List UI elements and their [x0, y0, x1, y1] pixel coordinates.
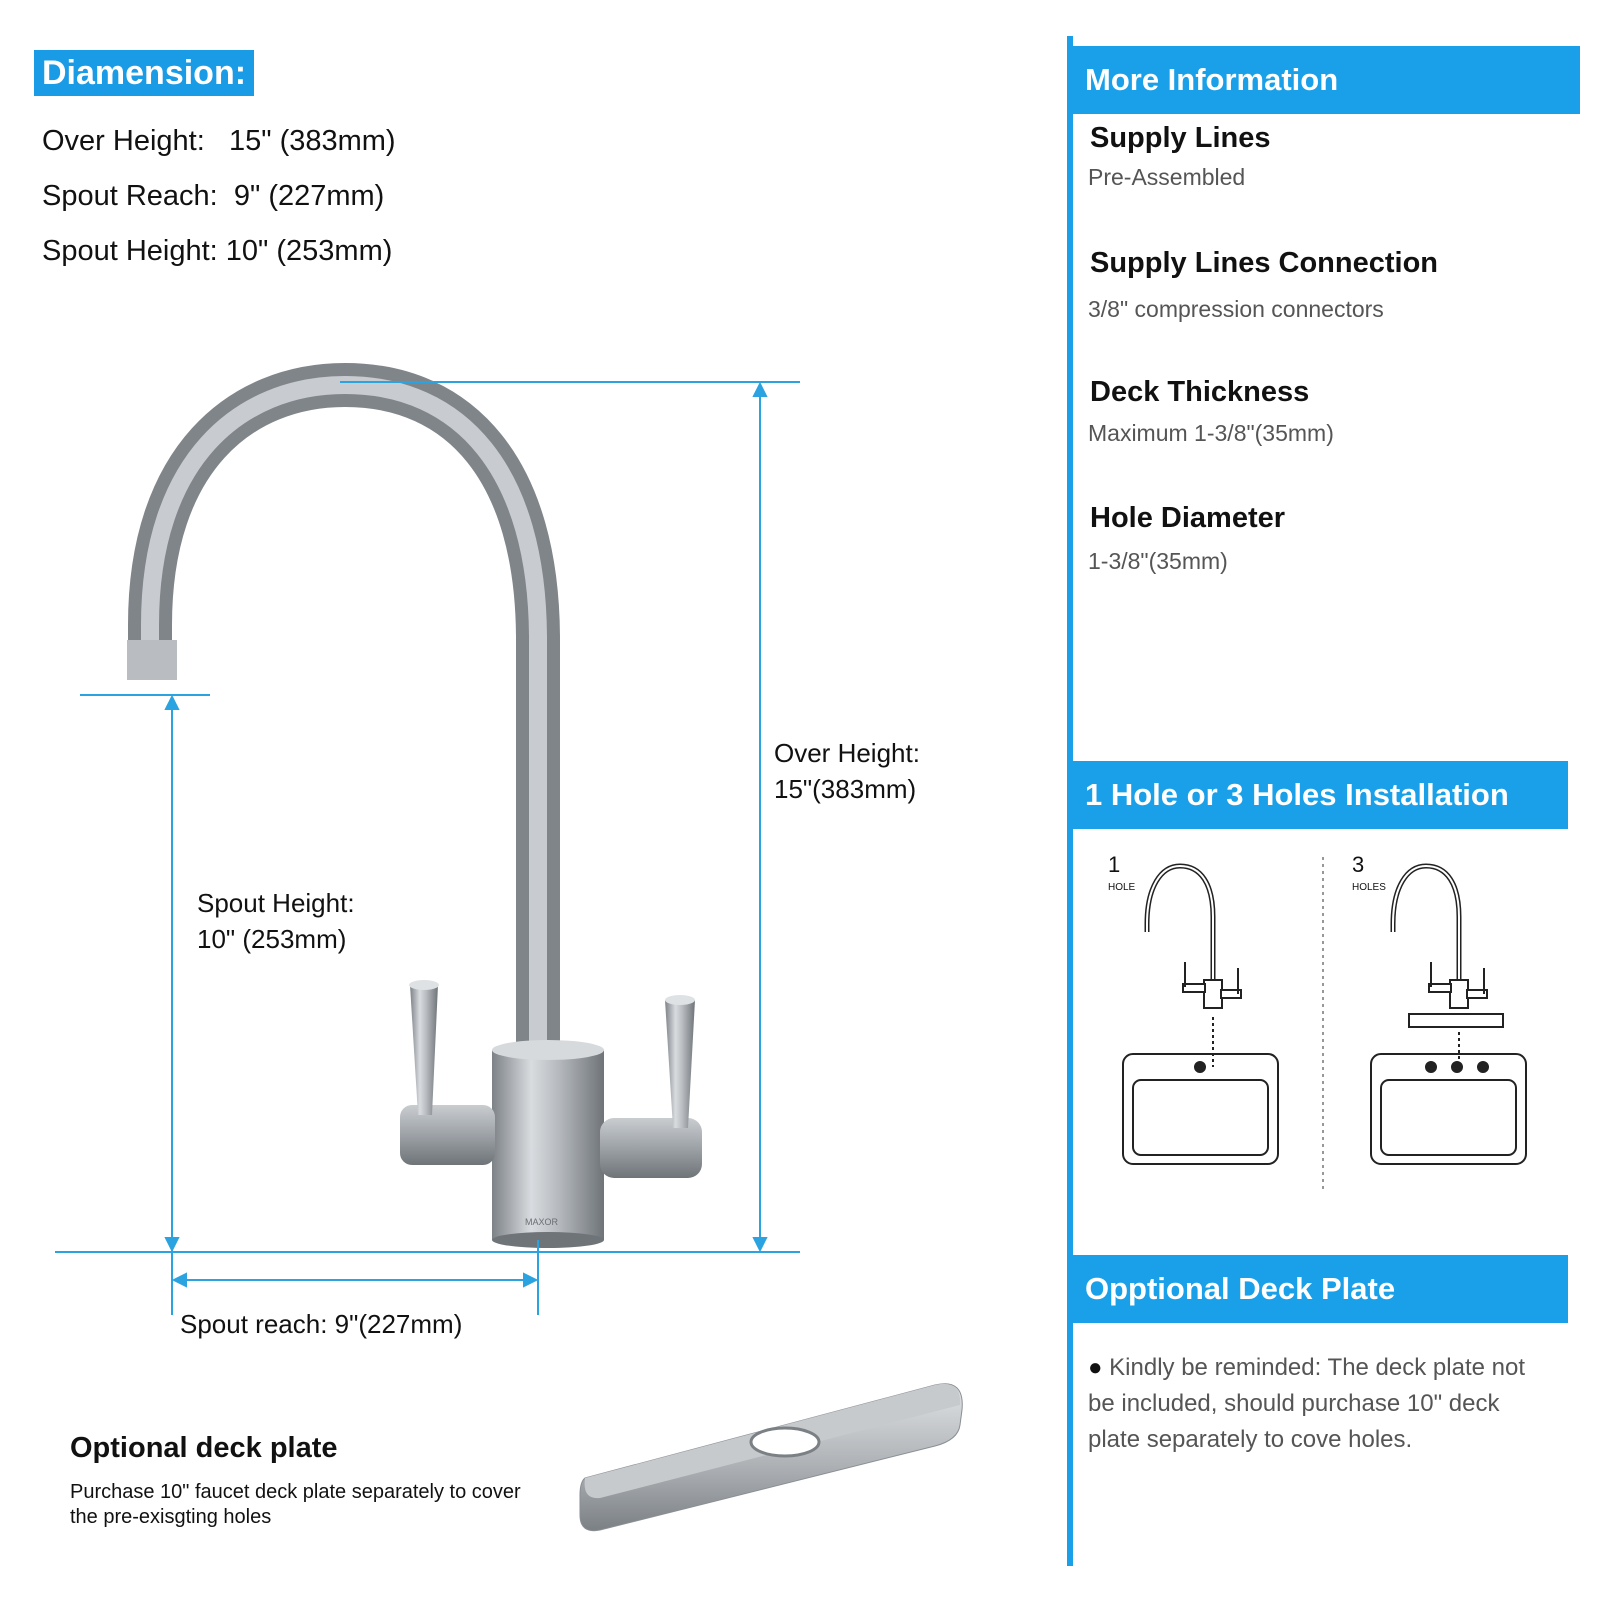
- optional-deck-plate-header: Opptional Deck Plate: [1073, 1255, 1568, 1323]
- installation-diagram: [1073, 832, 1568, 1202]
- deck-plate-note: [1088, 1350, 1543, 1458]
- faucet-handle-right: [665, 995, 695, 1128]
- spec-hole-diameter-value: 1-3/8"(35mm): [1088, 548, 1228, 574]
- more-info-header: More Information: [1073, 46, 1580, 114]
- over-height-label: Over Height:: [774, 738, 920, 768]
- dimension-over-height: Over Height: 15" (383mm): [42, 125, 396, 157]
- faucet-handle-left: [409, 980, 439, 1115]
- three-holes-unit: HOLES: [1352, 882, 1386, 893]
- spout-reach-label: Spout reach: 9"(227mm): [180, 1309, 463, 1339]
- deck-plate-title: Optional deck plate: [70, 1432, 338, 1464]
- spec-supply-connection: Supply Lines Connection: [1090, 247, 1439, 279]
- spec-supply-lines-value: Pre-Assembled: [1088, 164, 1246, 190]
- deck-plate-image: [580, 1384, 962, 1531]
- over-height-value: 15"(383mm): [774, 774, 917, 804]
- dimension-title: Diamension:: [34, 50, 254, 96]
- one-hole-illustration: [1123, 866, 1278, 1164]
- spout-height-value: 10" (253mm): [197, 924, 347, 954]
- spec-supply-connection-value: 3/8" compression connectors: [1088, 296, 1384, 322]
- dimension-spout-reach: Spout Reach: 9" (227mm): [42, 180, 385, 212]
- spec-deck-thickness-value: Maximum 1-3/8"(35mm): [1088, 420, 1334, 446]
- spout-height-label: Spout Height:: [197, 888, 355, 918]
- spec-hole-diameter: Hole Diameter: [1090, 502, 1286, 534]
- one-hole-unit: HOLE: [1108, 882, 1136, 893]
- installation-header: 1 Hole or 3 Holes Installation: [1073, 761, 1568, 829]
- spec-deck-thickness: Deck Thickness: [1090, 376, 1310, 408]
- three-holes-illustration: [1371, 866, 1526, 1164]
- deck-plate-description: Purchase 10" faucet deck plate separately to cover the pre-exisgting holes: [70, 1481, 521, 1528]
- one-hole-number: 1: [1108, 852, 1121, 877]
- brand-mark: MAXOR: [525, 1217, 559, 1227]
- bullet-icon: ●: [1088, 1354, 1103, 1381]
- three-holes-number: 3: [1352, 852, 1365, 877]
- spec-supply-lines: Supply Lines: [1090, 122, 1271, 154]
- dimension-spout-height: Spout Height: 10" (253mm): [42, 235, 393, 267]
- deck-plate-note-text: Kindly be reminded: The deck plate not be included, should purchase 10" deck plate separately to cove holes.: [1088, 1354, 1525, 1453]
